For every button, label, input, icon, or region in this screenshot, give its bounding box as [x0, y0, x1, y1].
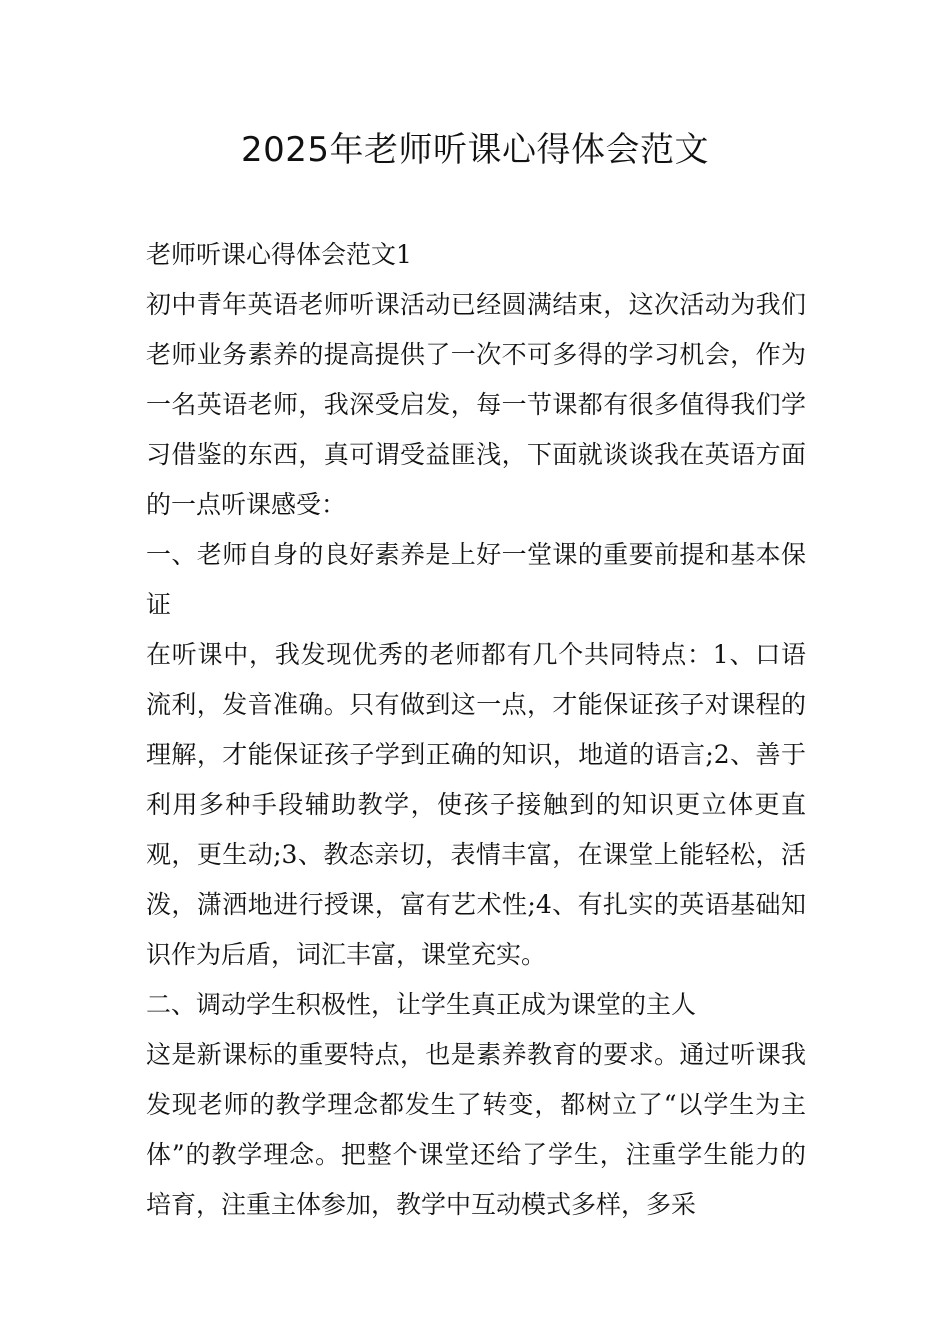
intro-paragraph: 初中青年英语老师听课活动已经圆满结束，这次活动为我们老师业务素养的提高提供了一次不可多得的学习机会，作为一名英语老师，我深受启发，每一节课都有很多值得我们学习借鉴的东西，真可谓受益匪浅，下面就谈谈我在英语方面的一点听课感受： — [146, 290, 806, 519]
point-paragraph-1: 在听课中，我发现优秀的老师都有几个共同特点：1、口语流利，发音准确。只有做到这一点，才能保证孩子对课程的理解，才能保证孩子学到正确的知识，地道的语言;2、善于利用多种手段辅助教学，使孩子接触到的知识更立体更直观，更生动;3、教态亲切，表情丰富，在课堂上能轻松，活泼，潇洒地进行授课，富有艺术性;4、有扎实的英语基础知识作为后盾，词汇丰富，课堂充实。 — [146, 640, 806, 969]
document-title: 2025年老师听课心得体会范文 — [240, 130, 710, 170]
point-paragraph-2: 这是新课标的重要特点，也是素养教育的要求。通过听课我发现老师的教学理念都发生了转变，都树立了“以学生为主体”的教学理念。把整个课堂还给了学生，注重学生能力的培育，注重主体参加，教学中互动模式多样，多采 — [146, 1040, 806, 1219]
document-body — [146, 230, 806, 1230]
point-heading-1: 一、老师自身的良好素养是上好一堂课的重要前提和基本保证 — [146, 540, 806, 619]
point-heading-2: 二、调动学生积极性，让学生真正成为课堂的主人 — [146, 990, 697, 1019]
section-heading-1: 老师听课心得体会范文1 — [146, 240, 412, 269]
